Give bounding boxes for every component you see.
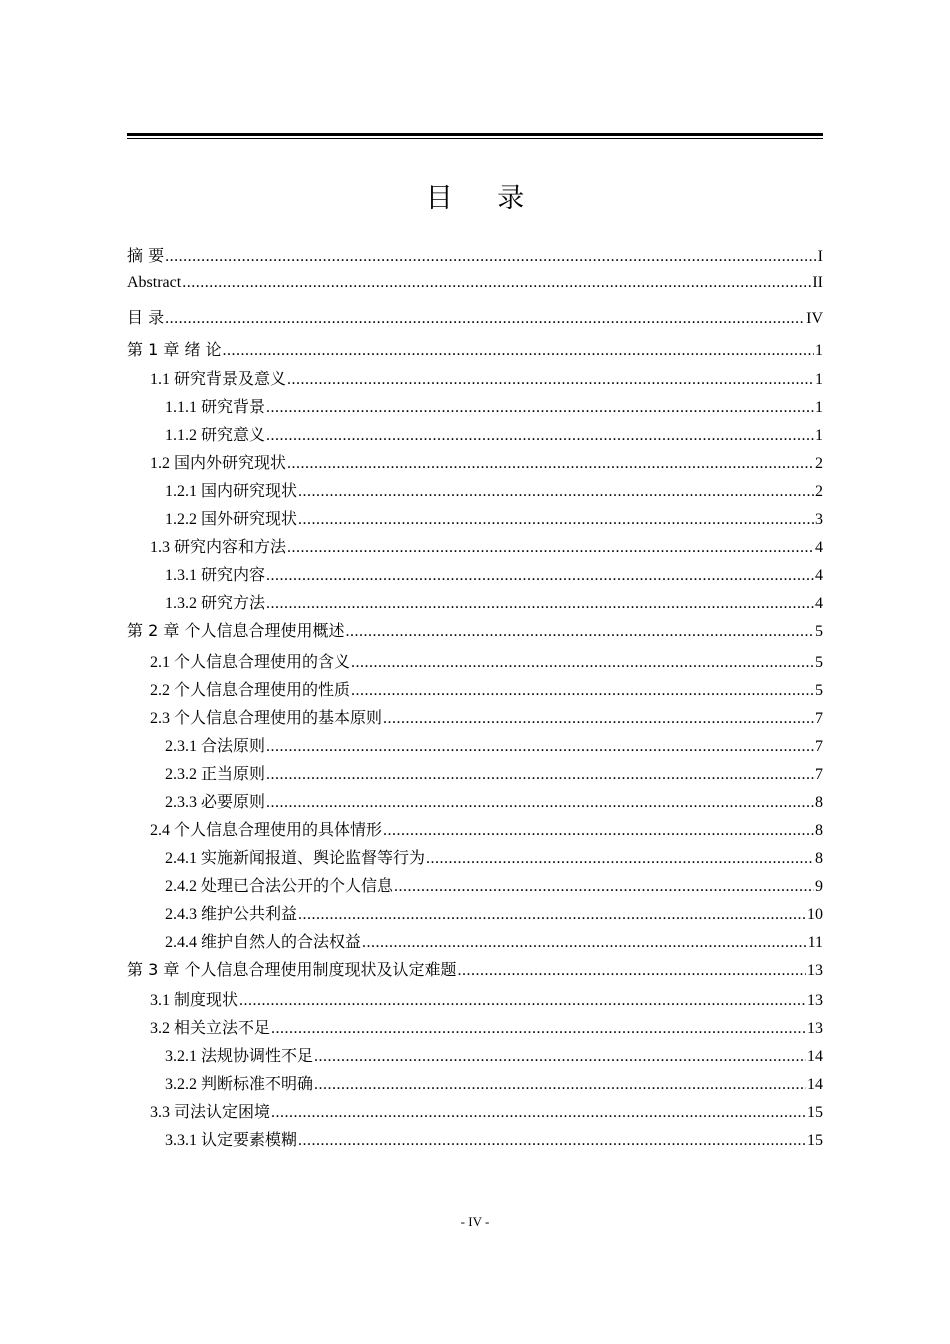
toc-entry-page-number: 1: [815, 342, 823, 359]
toc-entry-page-number: 8: [815, 794, 823, 811]
toc-dot-leader: [266, 399, 814, 417]
toc-entry[interactable]: [127, 649, 823, 672]
toc-entry-page-number: 13: [807, 962, 823, 979]
toc-entry-label: 第 2 章 个人信息合理使用概述: [127, 621, 345, 640]
toc-entry-label: 3.2.1 法规协调性不足: [165, 1048, 314, 1065]
toc-dot-leader: [298, 511, 814, 529]
toc-entry[interactable]: [127, 450, 823, 473]
toc-entry-page-number: 5: [815, 654, 823, 671]
toc-entry[interactable]: [127, 987, 823, 1010]
toc-entry-label: 1.2 国内外研究现状: [150, 455, 287, 472]
toc-entry-label: 2.2 个人信息合理使用的性质: [150, 682, 351, 699]
toc-entry-page-number: 13: [807, 992, 823, 1009]
toc-entry-page-number: 14: [807, 1048, 823, 1065]
toc-entry-page-number: 2: [815, 483, 823, 500]
toc-entry-page-number: II: [812, 274, 823, 291]
toc-entry-label: 第 3 章 个人信息合理使用制度现状及认定难题: [127, 960, 457, 979]
toc-entry[interactable]: [127, 1043, 823, 1066]
toc-entry[interactable]: [127, 761, 823, 784]
toc-dot-leader: [287, 455, 814, 473]
toc-entry-label: 2.1 个人信息合理使用的含义: [150, 654, 351, 671]
toc-dot-leader: [182, 274, 811, 292]
toc-dot-leader: [271, 1020, 806, 1038]
toc-entry-label: 1.3.2 研究方法: [165, 595, 266, 612]
toc-dot-leader: [165, 310, 805, 328]
toc-dot-leader: [287, 371, 814, 389]
toc-entry[interactable]: [127, 845, 823, 868]
toc-entry-label: 2.3.3 必要原则: [165, 794, 266, 811]
toc-dot-leader: [266, 738, 814, 756]
toc-entry[interactable]: [127, 366, 823, 389]
toc-dot-leader: [362, 934, 807, 952]
toc-entry-label: 1.3.1 研究内容: [165, 567, 266, 584]
toc-entry-page-number: 15: [807, 1104, 823, 1121]
toc-dot-leader: [271, 1104, 806, 1122]
toc-dot-leader: [266, 766, 814, 784]
toc-entry[interactable]: [127, 394, 823, 417]
toc-entry-page-number: 4: [815, 567, 823, 584]
toc-entry-page-number: 4: [815, 595, 823, 612]
toc-entry-label: 1.2.1 国内研究现状: [165, 483, 298, 500]
toc-dot-leader: [351, 682, 814, 700]
toc-entry[interactable]: [127, 1127, 823, 1150]
toc-entry[interactable]: [127, 733, 823, 756]
toc-entry-page-number: I: [817, 248, 823, 265]
toc-dot-leader: [165, 248, 817, 266]
toc-entry[interactable]: [127, 1099, 823, 1122]
toc-entry-label: 1.3 研究内容和方法: [150, 539, 287, 556]
toc-dot-leader: [426, 850, 814, 868]
toc-entry-label: 2.4.1 实施新闻报道、舆论监督等行为: [165, 850, 426, 867]
toc-entry[interactable]: [127, 478, 823, 501]
toc-entry[interactable]: [127, 305, 823, 328]
toc-entry[interactable]: [127, 957, 823, 980]
toc-dot-leader: [287, 539, 814, 557]
toc-entry[interactable]: [127, 506, 823, 529]
toc-entry-label: 2.4 个人信息合理使用的具体情形: [150, 822, 383, 839]
toc-entry-label: 第 1 章 绪 论: [127, 340, 222, 359]
toc-entry-label: 1.2.2 国外研究现状: [165, 511, 298, 528]
toc-entry-label: 2.3.2 正当原则: [165, 766, 266, 783]
toc-dot-leader: [223, 342, 814, 360]
toc-dot-leader: [298, 1132, 806, 1150]
toc-entry-label: 1.1.1 研究背景: [165, 399, 266, 416]
toc-entry-label: 3.1 制度现状: [150, 992, 239, 1009]
toc-entry-page-number: 1: [815, 427, 823, 444]
toc-entry-page-number: 15: [807, 1132, 823, 1149]
toc-entry[interactable]: [127, 1015, 823, 1038]
toc-dot-leader: [394, 878, 814, 896]
toc-entry-page-number: 14: [807, 1076, 823, 1093]
toc-dot-leader: [383, 710, 814, 728]
toc-dot-leader: [314, 1076, 806, 1094]
toc-entry[interactable]: [127, 618, 823, 641]
toc-entry-page-number: 7: [815, 766, 823, 783]
toc-entry-page-number: 5: [815, 623, 823, 640]
toc-entry-label: 3.2.2 判断标准不明确: [165, 1076, 314, 1093]
toc-dot-leader: [351, 654, 814, 672]
toc-dot-leader: [298, 906, 806, 924]
toc-dot-leader: [298, 483, 814, 501]
toc-entry-page-number: 1: [815, 399, 823, 416]
page-number-footer: - IV -: [460, 1214, 490, 1229]
toc-entry-label: 1.1 研究背景及意义: [150, 371, 287, 388]
toc-entry-label: 摘 要: [127, 246, 165, 265]
toc-entry-label: 1.1.2 研究意义: [165, 427, 266, 444]
toc-entry[interactable]: [127, 243, 823, 266]
toc-dot-leader: [383, 822, 814, 840]
toc-entry[interactable]: [127, 1071, 823, 1094]
toc-dot-leader: [457, 962, 806, 980]
toc-entry[interactable]: [127, 789, 823, 812]
toc-entry-page-number: 3: [815, 511, 823, 528]
toc-entry-label: 2.4.2 处理已合法公开的个人信息: [165, 878, 394, 895]
toc-entry[interactable]: [127, 274, 823, 292]
toc-entry[interactable]: [127, 705, 823, 728]
toc-entry[interactable]: [127, 337, 823, 360]
toc-dot-leader: [314, 1048, 806, 1066]
toc-entry-page-number: 4: [815, 539, 823, 556]
toc-dot-leader: [266, 595, 814, 613]
toc-dot-leader: [345, 623, 814, 641]
toc-dot-leader: [266, 427, 814, 445]
toc-entry-label: 2.3 个人信息合理使用的基本原则: [150, 710, 383, 727]
toc-entry-label: 3.3 司法认定困境: [150, 1104, 271, 1121]
toc-entry[interactable]: [127, 562, 823, 585]
toc-entry-label: Abstract: [127, 274, 182, 291]
toc-entry-page-number: 7: [815, 738, 823, 755]
page-title: 目 录: [425, 183, 543, 214]
toc-entry-page-number: 10: [807, 906, 823, 923]
toc-entry-page-number: 5: [815, 682, 823, 699]
toc-dot-leader: [266, 567, 814, 585]
toc-entry-page-number: IV: [806, 310, 823, 327]
toc-entry-label: 2.3.1 合法原则: [165, 738, 266, 755]
toc-entry[interactable]: [127, 534, 823, 557]
header-rule-thin: [127, 138, 823, 139]
toc-entry-label: 2.4.3 维护公共利益: [165, 906, 298, 923]
toc-entry-page-number: 7: [815, 710, 823, 727]
toc-dot-leader: [266, 794, 814, 812]
toc-entry-label: 目 录: [127, 308, 165, 327]
toc-entry-page-number: 8: [815, 850, 823, 867]
header-rule-thick: [127, 133, 823, 136]
toc-entry[interactable]: [127, 422, 823, 445]
toc-entry-page-number: 1: [815, 371, 823, 388]
toc-entry[interactable]: [127, 817, 823, 840]
toc-entry[interactable]: [127, 929, 823, 952]
toc-entry[interactable]: [127, 901, 823, 924]
toc-entry-page-number: 9: [815, 878, 823, 895]
toc-entry[interactable]: [127, 590, 823, 613]
toc-entry-page-number: 8: [815, 822, 823, 839]
toc-entry-label: 2.4.4 维护自然人的合法权益: [165, 934, 362, 951]
toc-entry-page-number: 13: [807, 1020, 823, 1037]
toc-entry-page-number: 11: [807, 934, 823, 951]
toc-entry-label: 3.3.1 认定要素模糊: [165, 1132, 298, 1149]
toc-entry-label: 3.2 相关立法不足: [150, 1020, 271, 1037]
toc-entry[interactable]: [127, 873, 823, 896]
toc-dot-leader: [239, 992, 806, 1010]
toc-entry[interactable]: [127, 677, 823, 700]
toc-entry-page-number: 2: [815, 455, 823, 472]
